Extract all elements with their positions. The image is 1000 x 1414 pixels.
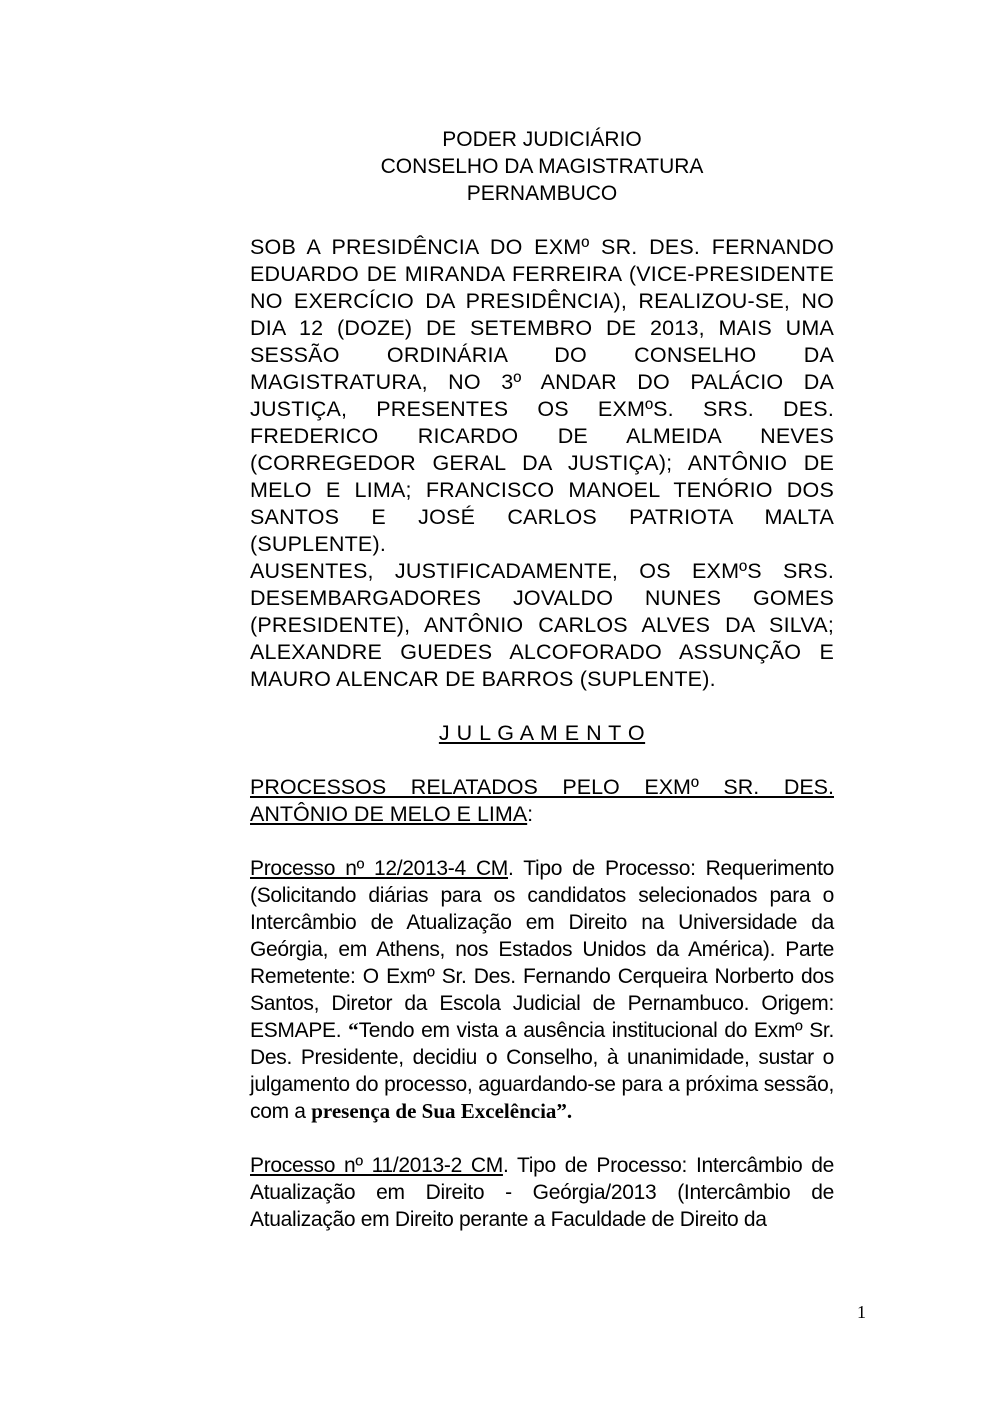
- quote-open: “: [348, 1018, 359, 1042]
- header-line-pernambuco: PERNAMBUCO: [466, 182, 618, 205]
- intro-presence-paragraph: SOB A PRESIDÊNCIA DO EXMº SR. DES. FERNANDO EDUARDO DE MIRANDA FERREIRA (VICE-PRESIDENTE NO EXERCÍCIO DA PRESIDÊNCIA), REALIZOU-SE, NO DIA 12 (DOZE) DE SETEMBRO DE 2013, MAIS UMA SESSÃO ORDINÁRIA DO CONSELHO DA MAGISTRATURA, NO 3º ANDAR DO PALÁCIO DA JUSTIÇA, PRESENTES OS EXMºS. SRS. DES. FREDERICO RICARDO DE ALMEIDA NEVES (CORREGEDOR GERAL DA JUSTIÇA); ANTÔNIO DE MELO E LIMA; FRANCISCO MANOEL TENÓRIO DOS SANTOS E JOSÉ CARLOS PATRIOTA MALTA (SUPLENTE).: [250, 235, 834, 556]
- session-intro: [250, 234, 834, 693]
- process-number: Processo nº 11/2013-2 CM: [250, 1154, 503, 1177]
- process-decision-end: presença de Sua Excelência”.: [311, 1099, 573, 1123]
- process-decision: Tendo em vista a ausência institucional do Exmº Sr. Des. Presidente, decidiu o Conselho, à unanimidade, sustar o julgamento do processo, aguardando-se para a próxima sessão, com a: [250, 1019, 835, 1123]
- document-header: [250, 126, 834, 207]
- julgamento-heading: [250, 720, 834, 747]
- relator-label: PROCESSOS RELATADOS PELO EXMº SR. DES. ANTÔNIO DE MELO E LIMA: [250, 775, 834, 826]
- process-entry: [250, 855, 834, 1125]
- relator-heading: [250, 774, 834, 828]
- julgamento-title: J U L G A M E N T O: [438, 721, 646, 745]
- header-line-conselho: CONSELHO DA MAGISTRATURA: [380, 155, 704, 178]
- process-number: Processo nº 12/2013-4 CM: [250, 857, 508, 880]
- page-number: 1: [857, 1302, 866, 1322]
- relator-suffix: :: [527, 802, 534, 826]
- process-text: . Tipo de Processo: Requerimento (Solicitando diárias para os candidatos selecionados para o Intercâmbio de Atualização em Direito na Universidade da Geórgia, em Athens, nos Estados Unidos da América). Parte Remetente: O Exmº Sr. Des. Fernando Cerqueira Norberto dos Santos, Diretor da Escola Judicial de Pernambuco. Origem: ESMAPE.: [250, 857, 834, 1042]
- process-text: . Tipo de Processo: Intercâmbio de Atualização em Direito - Geórgia/2013 (Intercâmbio de Atualização em Direito perante a Faculdade de Direito da: [250, 1154, 835, 1231]
- process-paragraph: [250, 855, 834, 1125]
- process-entry: [250, 1152, 834, 1233]
- header-line-poder-judiciario: PODER JUDICIÁRIO: [442, 128, 642, 151]
- process-paragraph: [250, 1152, 834, 1233]
- intro-absence-paragraph: AUSENTES, JUSTIFICADAMENTE, OS EXMºS SRS. DESEMBARGADORES JOVALDO NUNES GOMES (PRESIDENTE), ANTÔNIO CARLOS ALVES DA SILVA; ALEXANDRE GUEDES ALCOFORADO ASSUNÇÃO E MAURO ALENCAR DE BARROS (SUPLENTE).: [250, 559, 834, 691]
- document-page: [250, 126, 834, 1233]
